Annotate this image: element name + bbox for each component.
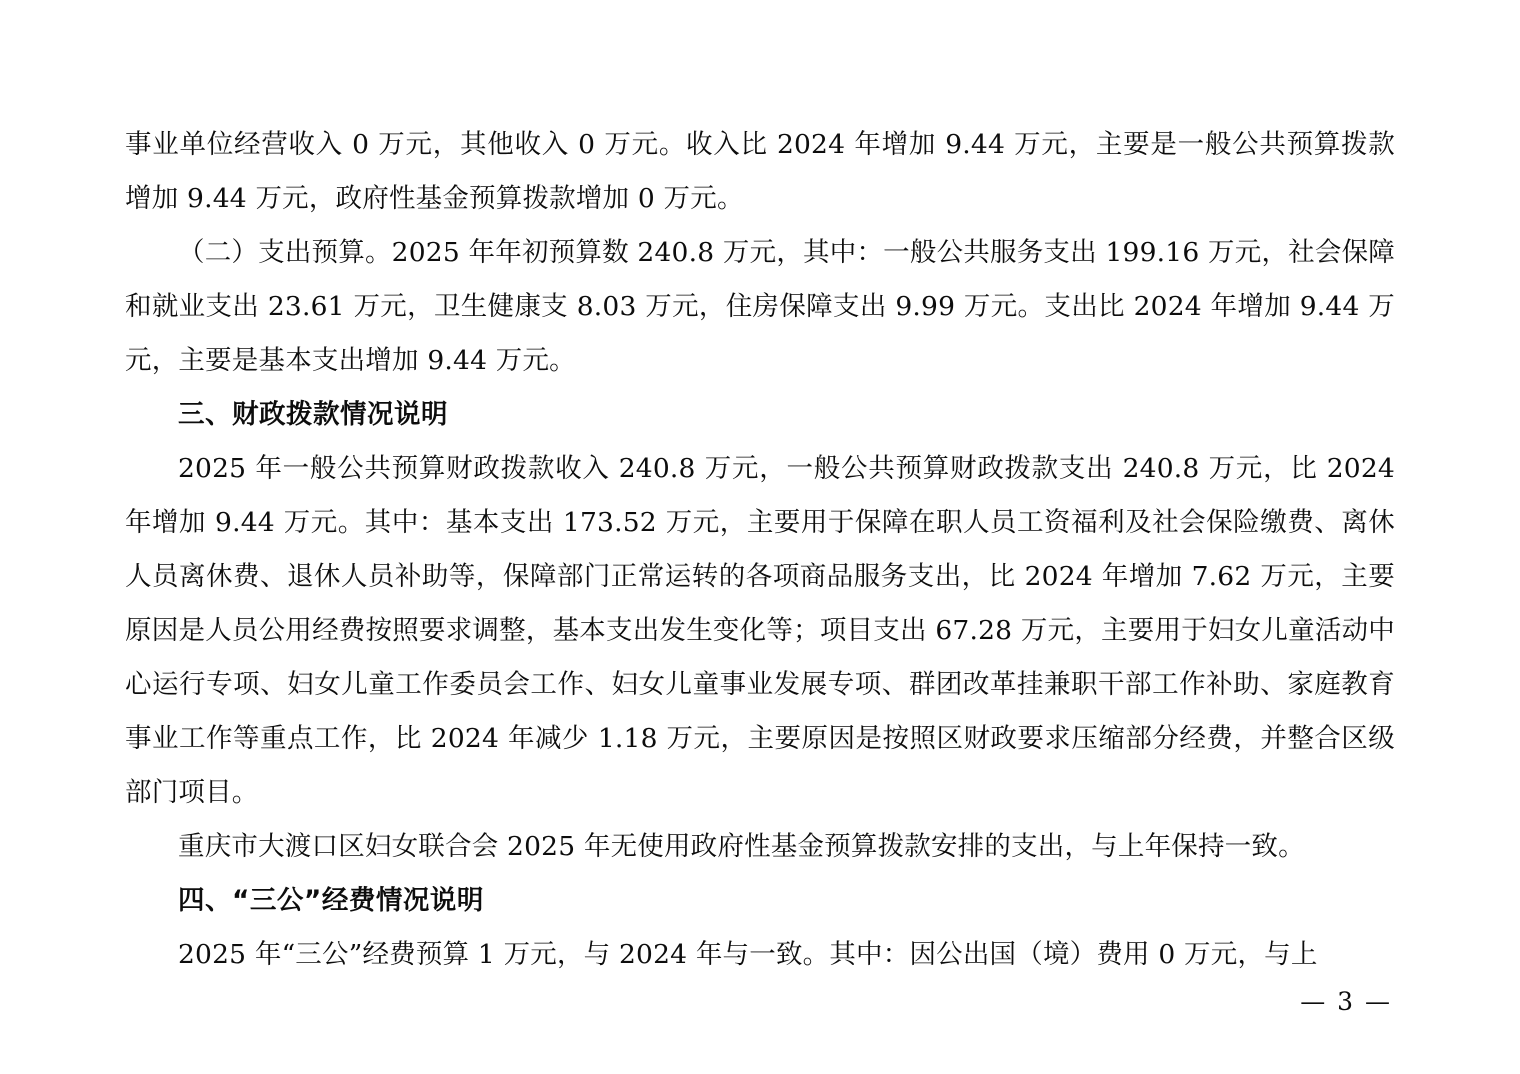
paragraph-income-continued: 事业单位经营收入 0 万元，其他收入 0 万元。收入比 2024 年增加 9.44 万元，主要是一般公共预算拨款增加 9.44 万元，政府性基金预算拨款增加 0 万元。 <box>125 129 1395 214</box>
paragraph-expenditure-budget: （二）支出预算。2025 年年初预算数 240.8 万元，其中：一般公共服务支出 199.16 万元，社会保障和就业支出 23.61 万元，卫生健康支 8.03 万元，住房保障支出 9.99 万元。支出比 2024 年增加 9.44 万元，主要是基本支出增加 9.44 万元。 <box>125 237 1395 376</box>
section-heading-three-public-expenses: 四、“三公”经费情况说明 <box>178 885 484 916</box>
paragraph-fiscal-appropriation-detail: 2025 年一般公共预算财政拨款收入 240.8 万元，一般公共预算财政拨款支出 240.8 万元，比 2024 年增加 9.44 万元。其中：基本支出 173.52 万元，主要用于保障在职人员工资福利及社会保险缴费、离休人员离休费、退休人员补助等，保障部门正常运转的各项商品服务支出，比 2024 年增加 7.62 万元，主要原因是人员公用经费按照要求调整，基本支出发生变化等；项目支出 67.28 万元，主要用于妇女儿童活动中心运行专项、妇女儿童工作委员会工作、妇女儿童事业发展专项、群团改革挂兼职干部工作补助、家庭教育事业工作等重点工作，比 2024 年减少 1.18 万元，主要原因是按照区财政要求压缩部分经费，并整合区级部门项目。 <box>125 453 1395 808</box>
section-heading-fiscal-appropriation: 三、财政拨款情况说明 <box>178 399 448 430</box>
document-body <box>125 118 1395 982</box>
paragraph-three-public-expenses-detail: 2025 年“三公”经费预算 1 万元，与 2024 年与一致。其中：因公出国（境）费用 0 万元，与上 <box>178 939 1318 970</box>
page-number: — 3 — <box>1300 987 1392 1016</box>
paragraph-government-fund-note: 重庆市大渡口区妇女联合会 2025 年无使用政府性基金预算拨款安排的支出，与上年保持一致。 <box>178 831 1305 862</box>
